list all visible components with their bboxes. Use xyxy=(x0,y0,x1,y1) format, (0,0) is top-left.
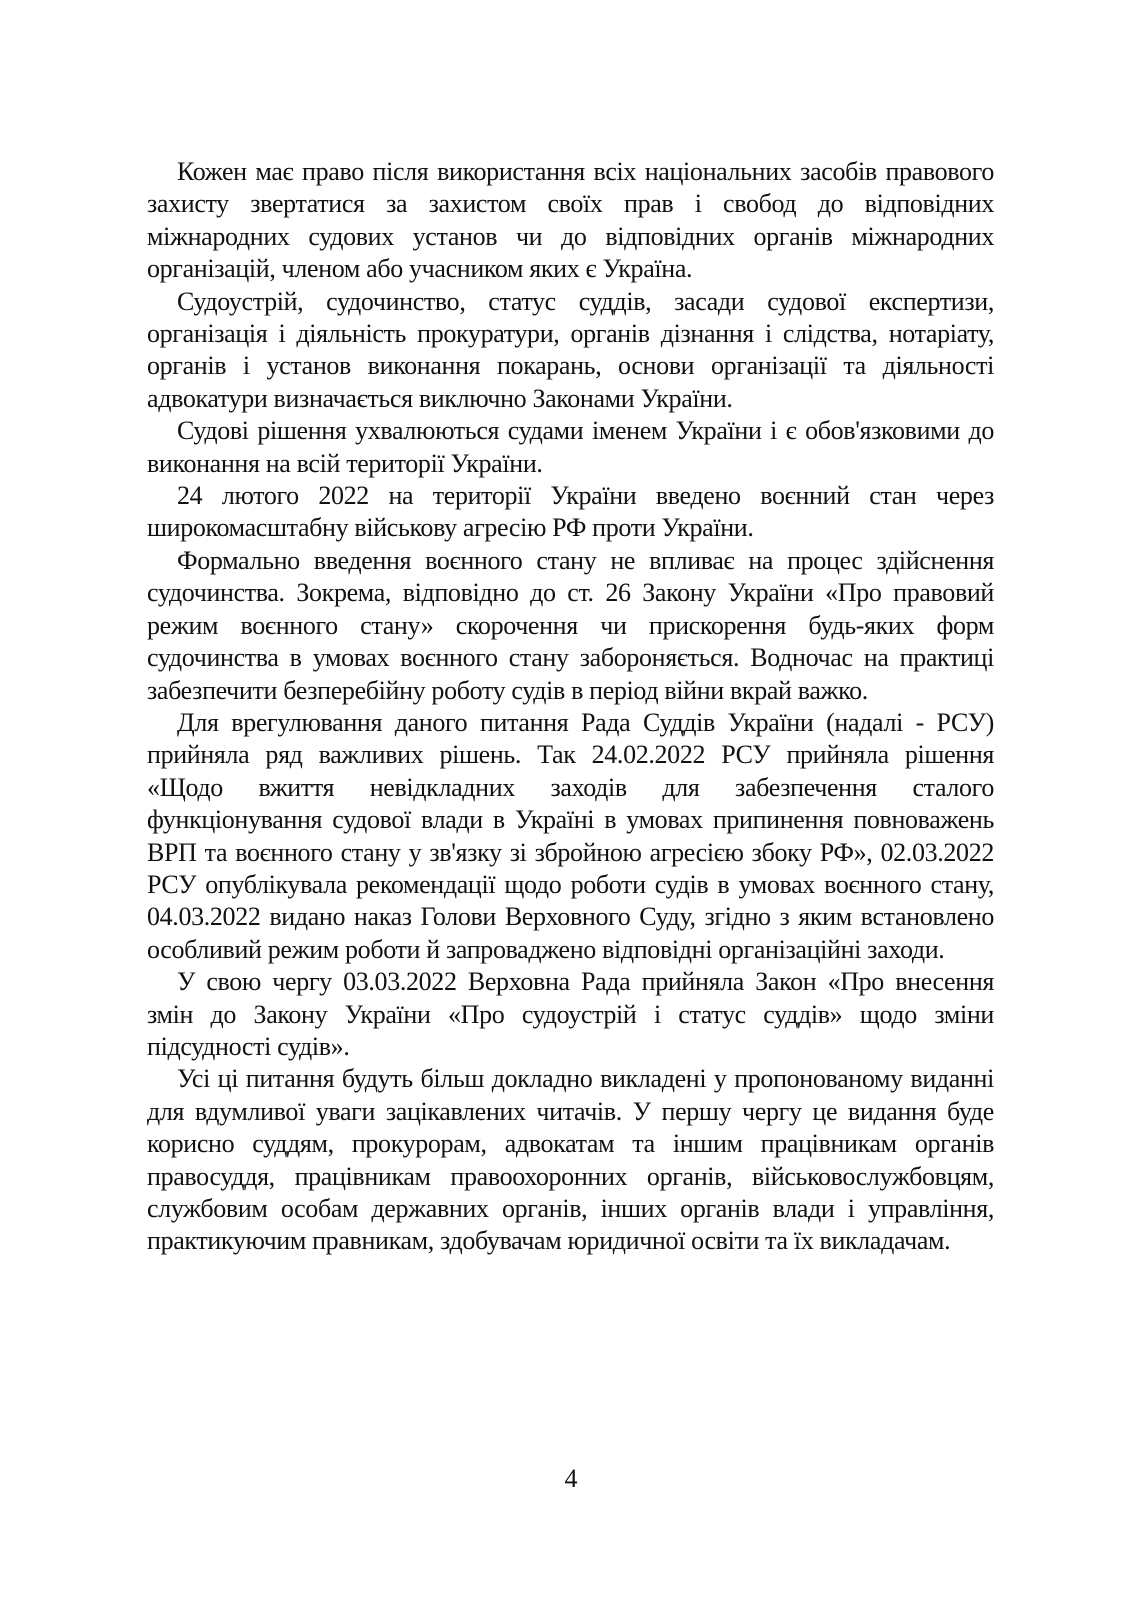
paragraph-council-of-judges-decisions: Для врегулювання даного питання Рада Суддів України (надалі - РСУ) прийняла ряд важливих рішень. Так 24.02.2022 РСУ прийняла рішення «Щодо вжиття невідкладних заходів для забезпечення сталого функціонування судової влади в Україні в умовах припинення повноважень ВРП та воєнного стану у зв'язку зі збройною агресією збоку РФ», 02.03.2022 РСУ опублікувала рекомендації щодо роботи судів в умовах воєнного стану, 04.03.2022 видано наказ Голови Верховного Суду, згідно з яким встановлено особливий режим роботи й запроваджено відповідні організаційні заходи. xyxy=(147,707,994,964)
paragraph-intended-audience: Усі ці питання будуть більш докладно викладені у пропонованому виданні для вдумливої уваги зацікавлених читачів. У першу чергу це видання буде корисно суддям, прокурорам, адвокатам та іншим працівникам органів правосуддя, працівникам правоохоронних органів, військовослужбовцям, службовим особам державних органів, інших органів влади і управління, практикуючим правникам, здобувачам юридичної освіти та їх викладачам. xyxy=(147,1064,994,1256)
paragraph-judiciary-defined-by-law: Судоустрій, судочинство, статус суддів, засади судової експертизи, організація і діяльність прокуратури, органів дізнання і слідства, нотаріату, органів і установ виконання покарань, основи організації та діяльності адвокатури визначається виключно Законами України. xyxy=(147,286,994,413)
document-page-body xyxy=(147,156,994,1258)
paragraph-martial-law-and-judiciary: Формально введення воєнного стану не впливає на процес здійснення судочинства. Зокрема, відповідно до ст. 26 Закону України «Про правовий режим воєнного стану» скорочення чи прискорення будь-яких форм судочинства в умовах воєнного стану забороняється. Водночас на практиці забезпечити безперебійну роботу судів в період війни вкрай важко. xyxy=(147,545,994,705)
paragraph-right-to-international-protection: Кожен має право після використання всіх національних засобів правового захисту звертатися за захистом своїх прав і свобод до відповідних міжнародних судових установ чи до відповідних органів міжнародних організацій, членом або учасником яких є Україна. xyxy=(147,157,994,284)
paragraph-verkhovna-rada-law: У свою чергу 03.03.2022 Верховна Рада прийняла Закон «Про внесення змін до Закону України «Про судоустрій і статус суддів» щодо зміни підсудності судів». xyxy=(147,967,994,1061)
paragraph-martial-law-introduced: 24 лютого 2022 на території України введено воєнний стан через широкомасштабну військову агресію РФ проти України. xyxy=(147,481,994,543)
paragraph-court-decisions: Судові рішення ухвалюються судами іменем України і є обов'язковими до виконання на всій території України. xyxy=(147,416,994,478)
page-number: 4 xyxy=(564,1464,578,1493)
